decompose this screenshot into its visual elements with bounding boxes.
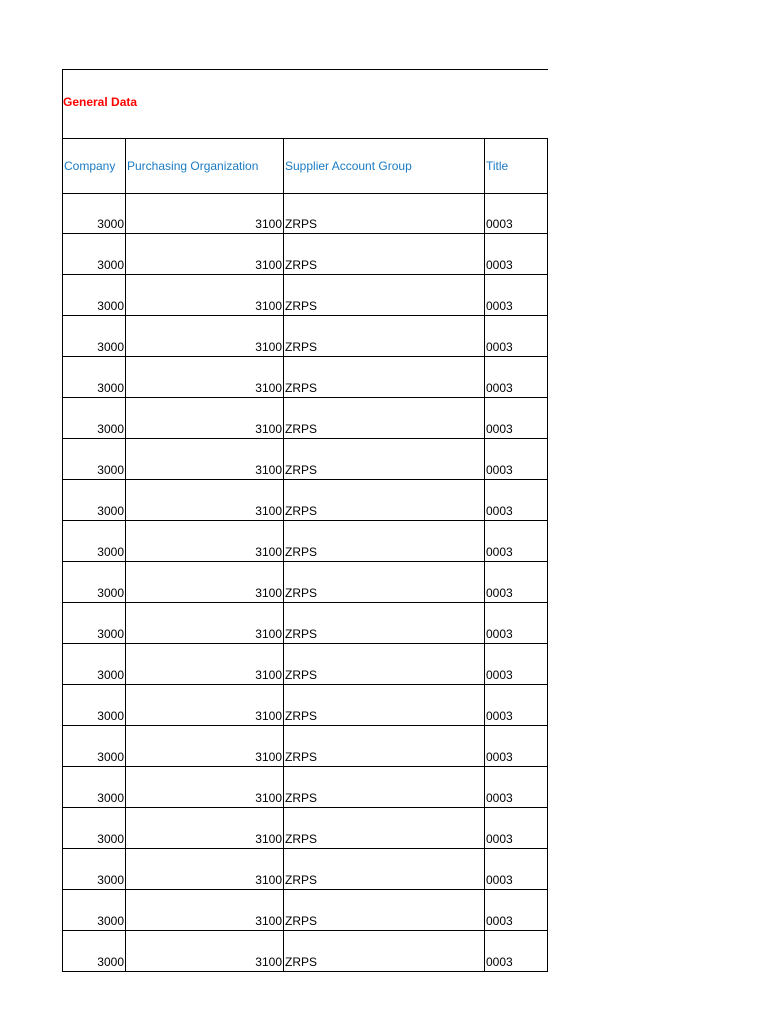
- cell-title[interactable]: 0003: [485, 234, 548, 275]
- cell-purchasing-organization[interactable]: 3100: [126, 849, 284, 890]
- cell-company[interactable]: 3000: [63, 808, 126, 849]
- cell-supplier-account-group[interactable]: ZRPS: [284, 234, 485, 275]
- cell-company[interactable]: 3000: [63, 931, 126, 972]
- header-company[interactable]: Company: [63, 139, 126, 194]
- table-row: [63, 931, 548, 972]
- table-row: [63, 398, 548, 439]
- header-title[interactable]: Title: [485, 139, 548, 194]
- table-row: [63, 644, 548, 685]
- table-row: [63, 275, 548, 316]
- cell-supplier-account-group[interactable]: ZRPS: [284, 439, 485, 480]
- cell-title[interactable]: 0003: [485, 685, 548, 726]
- table-row: [63, 439, 548, 480]
- cell-supplier-account-group[interactable]: ZRPS: [284, 562, 485, 603]
- cell-supplier-account-group[interactable]: ZRPS: [284, 685, 485, 726]
- cell-supplier-account-group[interactable]: ZRPS: [284, 316, 485, 357]
- table-row: [63, 726, 548, 767]
- cell-company[interactable]: 3000: [63, 480, 126, 521]
- data-table: [62, 138, 548, 972]
- cell-purchasing-organization[interactable]: 3100: [126, 521, 284, 562]
- cell-supplier-account-group[interactable]: ZRPS: [284, 194, 485, 234]
- cell-company[interactable]: 3000: [63, 398, 126, 439]
- cell-company[interactable]: 3000: [63, 685, 126, 726]
- table-row: [63, 316, 548, 357]
- cell-supplier-account-group[interactable]: ZRPS: [284, 849, 485, 890]
- cell-company[interactable]: 3000: [63, 194, 126, 234]
- cell-company[interactable]: 3000: [63, 849, 126, 890]
- cell-purchasing-organization[interactable]: 3100: [126, 398, 284, 439]
- cell-title[interactable]: 0003: [485, 357, 548, 398]
- cell-title[interactable]: 0003: [485, 767, 548, 808]
- cell-purchasing-organization[interactable]: 3100: [126, 562, 284, 603]
- cell-purchasing-organization[interactable]: 3100: [126, 357, 284, 398]
- cell-supplier-account-group[interactable]: ZRPS: [284, 644, 485, 685]
- cell-title[interactable]: 0003: [485, 521, 548, 562]
- cell-company[interactable]: 3000: [63, 644, 126, 685]
- cell-supplier-account-group[interactable]: ZRPS: [284, 275, 485, 316]
- table-row: [63, 890, 548, 931]
- table-row: [63, 194, 548, 234]
- cell-title[interactable]: 0003: [485, 726, 548, 767]
- cell-supplier-account-group[interactable]: ZRPS: [284, 808, 485, 849]
- cell-title[interactable]: 0003: [485, 398, 548, 439]
- cell-company[interactable]: 3000: [63, 767, 126, 808]
- table-row: [63, 849, 548, 890]
- header-row: [63, 139, 548, 194]
- cell-company[interactable]: 3000: [63, 357, 126, 398]
- cell-title[interactable]: 0003: [485, 603, 548, 644]
- section-title: General Data: [63, 95, 138, 109]
- cell-purchasing-organization[interactable]: 3100: [126, 603, 284, 644]
- cell-title[interactable]: 0003: [485, 194, 548, 234]
- cell-company[interactable]: 3000: [63, 275, 126, 316]
- cell-purchasing-organization[interactable]: 3100: [126, 808, 284, 849]
- cell-title[interactable]: 0003: [485, 849, 548, 890]
- table-row: [63, 603, 548, 644]
- cell-purchasing-organization[interactable]: 3100: [126, 275, 284, 316]
- cell-supplier-account-group[interactable]: ZRPS: [284, 726, 485, 767]
- cell-company[interactable]: 3000: [63, 316, 126, 357]
- table-row: [63, 521, 548, 562]
- cell-purchasing-organization[interactable]: 3100: [126, 480, 284, 521]
- cell-purchasing-organization[interactable]: 3100: [126, 316, 284, 357]
- table-body: [63, 194, 548, 972]
- cell-supplier-account-group[interactable]: ZRPS: [284, 767, 485, 808]
- cell-company[interactable]: 3000: [63, 562, 126, 603]
- cell-title[interactable]: 0003: [485, 275, 548, 316]
- cell-supplier-account-group[interactable]: ZRPS: [284, 480, 485, 521]
- cell-title[interactable]: 0003: [485, 480, 548, 521]
- cell-title[interactable]: 0003: [485, 644, 548, 685]
- cell-purchasing-organization[interactable]: 3100: [126, 890, 284, 931]
- table-row: [63, 808, 548, 849]
- cell-company[interactable]: 3000: [63, 726, 126, 767]
- cell-company[interactable]: 3000: [63, 890, 126, 931]
- cell-supplier-account-group[interactable]: ZRPS: [284, 357, 485, 398]
- cell-company[interactable]: 3000: [63, 603, 126, 644]
- cell-purchasing-organization[interactable]: 3100: [126, 726, 284, 767]
- cell-company[interactable]: 3000: [63, 234, 126, 275]
- top-border: [62, 69, 548, 70]
- cell-supplier-account-group[interactable]: ZRPS: [284, 521, 485, 562]
- table-row: [63, 562, 548, 603]
- cell-purchasing-organization[interactable]: 3100: [126, 234, 284, 275]
- cell-supplier-account-group[interactable]: ZRPS: [284, 890, 485, 931]
- cell-company[interactable]: 3000: [63, 439, 126, 480]
- cell-title[interactable]: 0003: [485, 931, 548, 972]
- cell-company[interactable]: 3000: [63, 521, 126, 562]
- cell-title[interactable]: 0003: [485, 439, 548, 480]
- cell-supplier-account-group[interactable]: ZRPS: [284, 398, 485, 439]
- cell-purchasing-organization[interactable]: 3100: [126, 767, 284, 808]
- cell-supplier-account-group[interactable]: ZRPS: [284, 603, 485, 644]
- cell-title[interactable]: 0003: [485, 316, 548, 357]
- cell-title[interactable]: 0003: [485, 562, 548, 603]
- cell-supplier-account-group[interactable]: ZRPS: [284, 931, 485, 972]
- header-supplier-account-group[interactable]: Supplier Account Group: [284, 139, 485, 194]
- header-purchasing-organization[interactable]: Purchasing Organization: [126, 139, 284, 194]
- cell-title[interactable]: 0003: [485, 890, 548, 931]
- cell-purchasing-organization[interactable]: 3100: [126, 685, 284, 726]
- table-row: [63, 685, 548, 726]
- cell-purchasing-organization[interactable]: 3100: [126, 439, 284, 480]
- table-row: [63, 357, 548, 398]
- cell-purchasing-organization[interactable]: 3100: [126, 931, 284, 972]
- cell-title[interactable]: 0003: [485, 808, 548, 849]
- cell-purchasing-organization[interactable]: 3100: [126, 644, 284, 685]
- table-row: [63, 480, 548, 521]
- table-row: [63, 234, 548, 275]
- cell-purchasing-organization[interactable]: 3100: [126, 194, 284, 234]
- table-row: [63, 767, 548, 808]
